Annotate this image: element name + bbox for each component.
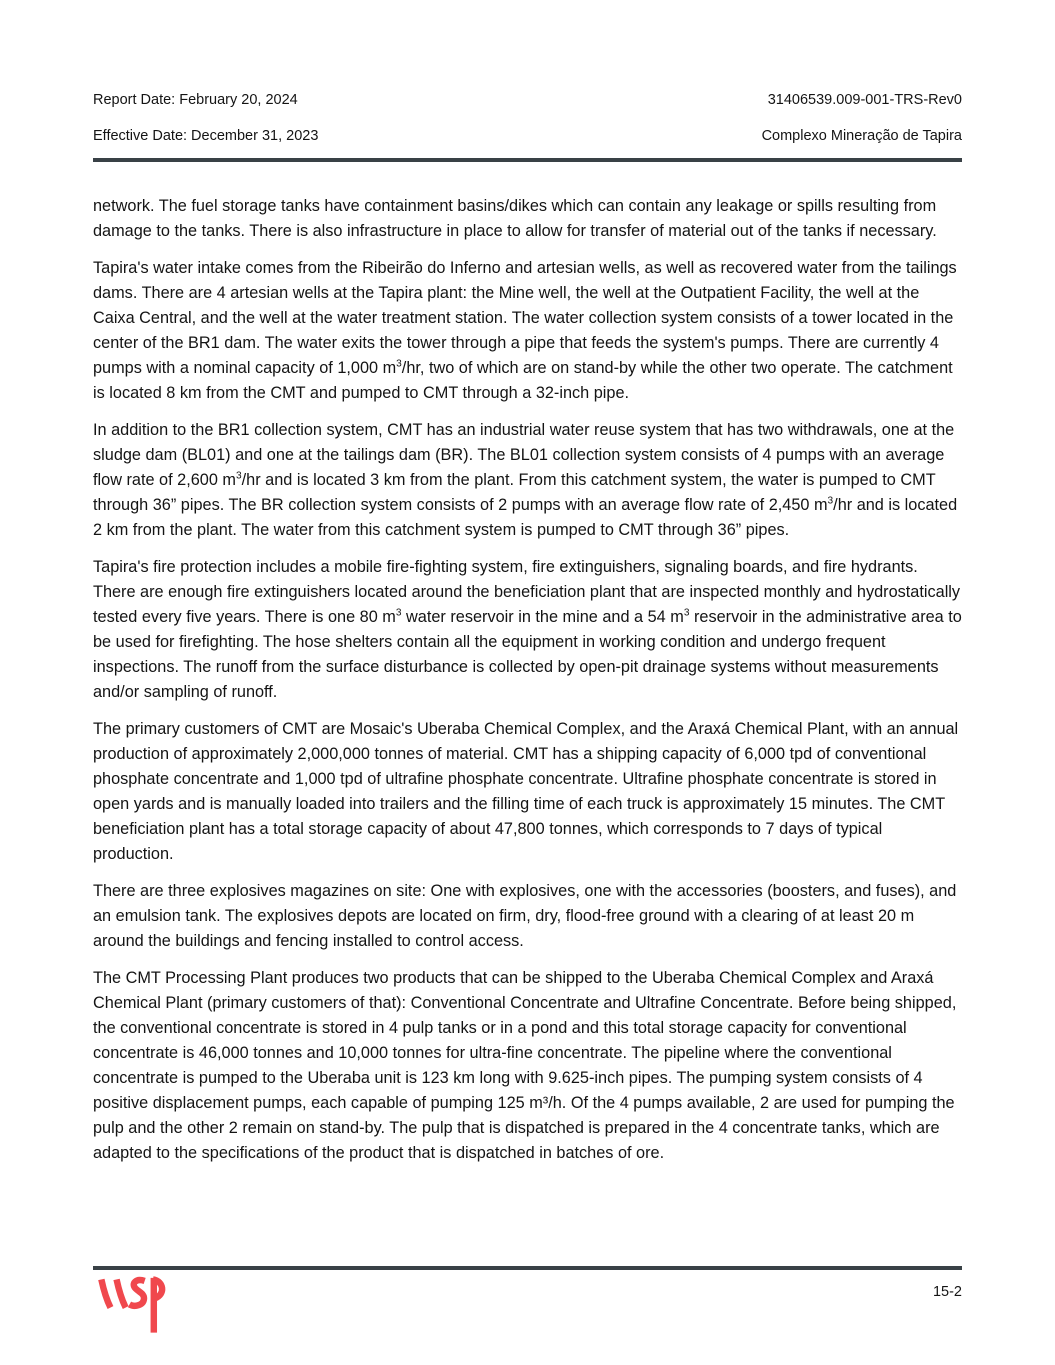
body-paragraph: The primary customers of CMT are Mosaic's Uberaba Chemical Complex, and the Araxá Chemical Plant, with an annual production of approximately 2,000,000 tonnes of material. CMT has a shipping capacity of 6,000 tpd of conventional phosphate concentrate and 1,000 tpd of ultrafine phosphate concentrate. Ultrafine phosphate concentrate is stored in open yards and is manually loaded into trailers and the filling time of each truck is approximately 15 minutes. The CMT beneficiation plant has a total storage capacity of about 47,800 tonnes, which corresponds to 7 days of typical production.	[93, 720, 959, 863]
page-header	[93, 92, 962, 144]
superscript: 3	[395, 607, 402, 619]
page-footer	[93, 1276, 962, 1336]
header-left-block	[93, 92, 318, 144]
body-paragraph: network. The fuel storage tanks have containment basins/dikes which can contain any leakage or spills resulting from damage to the tanks. There is also infrastructure in place to allow for transfer of material out of the tanks if necessary.	[93, 197, 937, 240]
page-number: 15-2	[932, 1284, 962, 1300]
body-paragraph: In addition to the BR1 collection system, CMT has an industrial water reuse system that has two withdrawals, one at the sludge dam (BL01) and one at the tailings dam (BR). The BL01 collection system consists of 4 pumps with an average flow rate of 2,600 $m^3/hr$ and is located 3 km from the plant. From this catchment system, the water is pumped to CMT through 36” pipes. The BR collection system consists of 2 pumps with an average flow rate of 2,450 $m^3/hr$ and is located 2 km from the plant. The water from this catchment system is pumped to CMT through 36” pipes.	[93, 421, 958, 539]
superscript: 3	[396, 358, 402, 370]
body-paragraph: The CMT Processing Plant produces two products that can be shipped to the Uberaba Chemical Complex and Araxá Chemical Plant (primary customers of that): Conventional Concentrate and Ultrafine Concentrate. Before being shipped, the conventional concentrate is stored in 4 pulp tanks or in a pond and this total storage capacity for conventional concentrate is 46,000 tonnes and 10,000 tonnes for ultra-fine concentrate. The pipeline where the conventional concentrate is pumped to the Uberaba unit is 123 km long with 9.625-inch pipes. The pumping system consists of 4 positive displacement pumps, each capable of pumping 125 m³/h. Of the 4 pumps available, 2 are used for pumping the pulp and the other 2 remain on stand-by. The pulp that is dispatched is prepared in the 4 concentrate tanks, which are adapted to the specifications of the product that is dispatched in batches of ore.	[93, 969, 957, 1162]
header-right-block	[762, 92, 962, 144]
body-paragraph: There are three explosives magazines on site: One with explosives, one with the accessories (boosters, and fuses), and an emulsion tank. The explosives depots are located on firm, dry, flood-free ground with a clearing of at least 20 m around the buildings and fencing installed to control access.	[93, 882, 957, 950]
effective-date: Effective Date: December 31, 2023	[93, 128, 319, 144]
superscript: 3	[827, 495, 834, 507]
wsp-logo	[93, 1276, 169, 1336]
footer-rule	[93, 1266, 962, 1270]
wsp-logo-icon	[93, 1276, 169, 1336]
document-number: 31406539.009-001-TRS-Rev0	[767, 92, 962, 108]
body-content	[93, 194, 962, 1178]
project-name: Complexo Mineração de Tapira	[761, 128, 962, 144]
body-paragraph: Tapira's water intake comes from the Ribeirão do Inferno and artesian wells, as well as recovered water from the tailings dams. There are 4 artesian wells at the Tapira plant: the Mine well, the well at the Outpatient Facility, the well at the Caixa Central, and the well at the water treatment station. The water collection system consists of a tower located in the center of the BR1 dam. The water exits the tower through a pipe that feeds the system's pumps. There are currently 4 pumps with a nominal capacity of 1,000 $m^3/hr$, two of which are on stand-by while the other two operate. The catchment is located 8 km from the CMT and pumped to CMT through a 32-inch pipe.	[93, 259, 957, 402]
header-rule	[93, 158, 962, 162]
report-date: Report Date: February 20, 2024	[93, 92, 298, 108]
superscript: 3	[236, 470, 242, 482]
superscript: 3	[683, 607, 690, 619]
body-paragraph: Tapira's fire protection includes a mobile fire-fighting system, fire extinguishers, signaling boards, and fire hydrants. There are enough fire extinguishers located around the beneficiation plant that are inspected monthly and hydrostatically tested every five years. There is one 80 $m^3$ water reservoir in the mine and a 54 $m^3$ reservoir in the administrative area to be used for firefighting. The hose shelters contain all the equipment in working condition and undergo frequent inspections. The runoff from the surface disturbance is collected by open-pit drainage systems without measurements and/or sampling of runoff.	[93, 558, 962, 701]
